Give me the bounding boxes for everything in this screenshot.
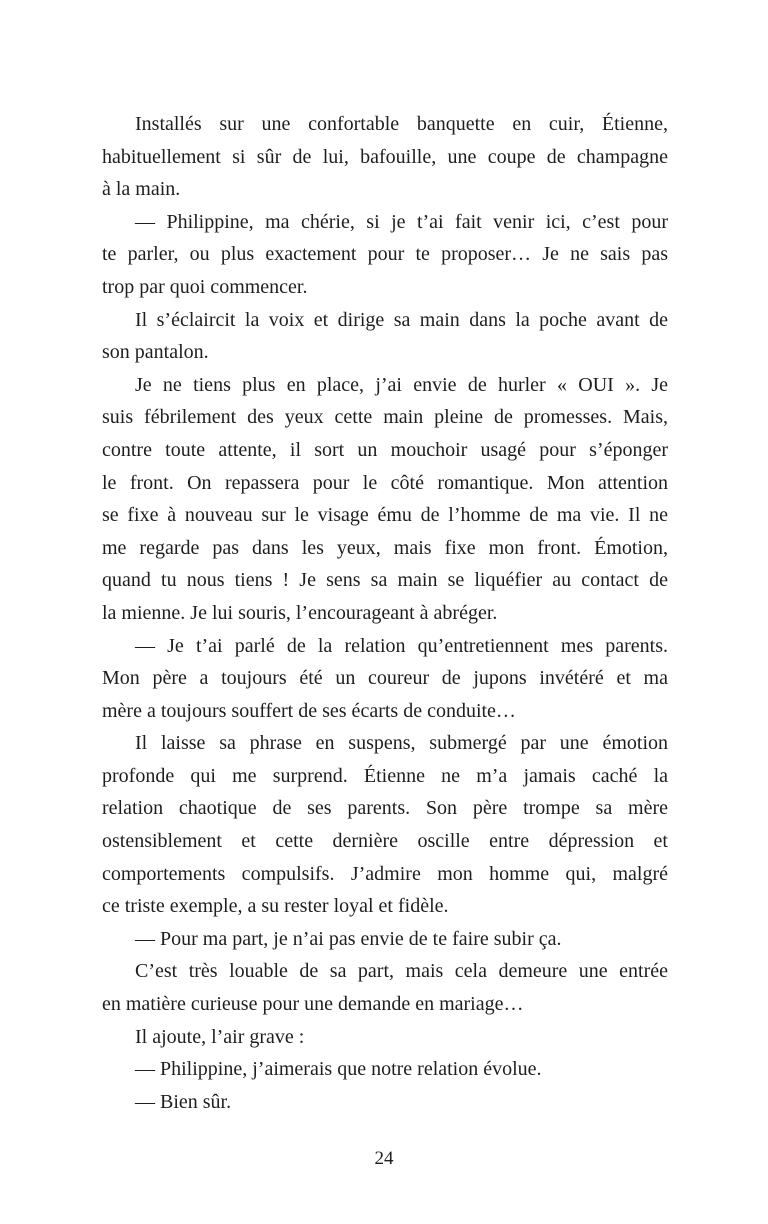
text-line: profonde qui me surprend. Étienne ne m’a jamais caché la xyxy=(102,764,668,787)
text-line: ostensiblement et cette dernière oscille entre dépression et xyxy=(102,830,668,853)
text-line: trop par quoi commencer. xyxy=(102,275,308,298)
paragraph xyxy=(102,1053,668,1086)
text-line: contre toute attente, il sort un mouchoir usagé pour s’éponger xyxy=(102,438,668,461)
text-line: mère a toujours souffert de ses écarts de conduite… xyxy=(102,699,516,722)
text-line: — Philippine, j’aimerais que notre relation évolue. xyxy=(135,1058,542,1081)
text-line: en matière curieuse pour une demande en mariage… xyxy=(102,993,524,1016)
text-line: habituellement si sûr de lui, bafouille, une coupe de champagne xyxy=(102,145,668,168)
body-text xyxy=(102,108,668,1118)
text-line: quand tu nous tiens ! Je sens sa main se liquéfier au contact de xyxy=(102,569,668,592)
text-line: — Je t’ai parlé de la relation qu’entretiennent mes parents. xyxy=(135,634,668,657)
text-line: C’est très louable de sa part, mais cela demeure une entrée xyxy=(135,960,668,983)
paragraph xyxy=(102,1021,668,1054)
text-line: la mienne. Je lui souris, l’encourageant à abréger. xyxy=(102,601,498,624)
text-line: — Pour ma part, je n’ai pas envie de te faire subir ça. xyxy=(135,927,562,950)
text-line: comportements compulsifs. J’admire mon homme qui, malgré xyxy=(102,862,668,885)
text-line: — Philippine, ma chérie, si je t’ai fait venir ici, c’est pour xyxy=(135,210,668,233)
paragraph xyxy=(102,923,668,956)
text-line: relation chaotique de ses parents. Son père trompe sa mère xyxy=(102,797,668,820)
paragraph xyxy=(102,955,668,1020)
text-line: le front. On repassera pour le côté romantique. Mon attention xyxy=(102,471,668,494)
paragraph xyxy=(102,206,668,304)
text-line: Je ne tiens plus en place, j’ai envie de hurler « OUI ». Je xyxy=(135,373,668,396)
text-line: me regarde pas dans les yeux, mais fixe mon front. Émotion, xyxy=(102,536,668,559)
text-line: Mon père a toujours été un coureur de jupons invétéré et ma xyxy=(102,667,668,690)
text-line: Installés sur une confortable banquette en cuir, Étienne, xyxy=(135,113,668,135)
text-line: — Bien sûr. xyxy=(135,1090,232,1113)
paragraph xyxy=(102,1086,668,1119)
paragraph xyxy=(102,630,668,728)
text-line: Il s’éclaircit la voix et dirige sa main dans la poche avant de xyxy=(135,308,668,331)
text-line: à la main. xyxy=(102,178,181,201)
paragraph xyxy=(102,727,668,923)
text-line: se fixe à nouveau sur le visage ému de l’homme de ma vie. Il ne xyxy=(102,504,668,527)
paragraph xyxy=(102,304,668,369)
text-line: son pantalon. xyxy=(102,341,209,364)
text-line: suis fébrilement des yeux cette main pleine de promesses. Mais, xyxy=(102,406,668,429)
page-number: 24 xyxy=(374,1148,394,1169)
paragraph xyxy=(102,108,668,206)
text-line: ce triste exemple, a su rester loyal et fidèle. xyxy=(102,895,449,918)
paragraph xyxy=(102,369,668,630)
text-line: te parler, ou plus exactement pour te proposer… Je ne sais pas xyxy=(102,243,668,266)
text-line: Il laisse sa phrase en suspens, submergé par une émotion xyxy=(135,732,668,755)
text-line: Il ajoute, l’air grave : xyxy=(135,1025,305,1048)
